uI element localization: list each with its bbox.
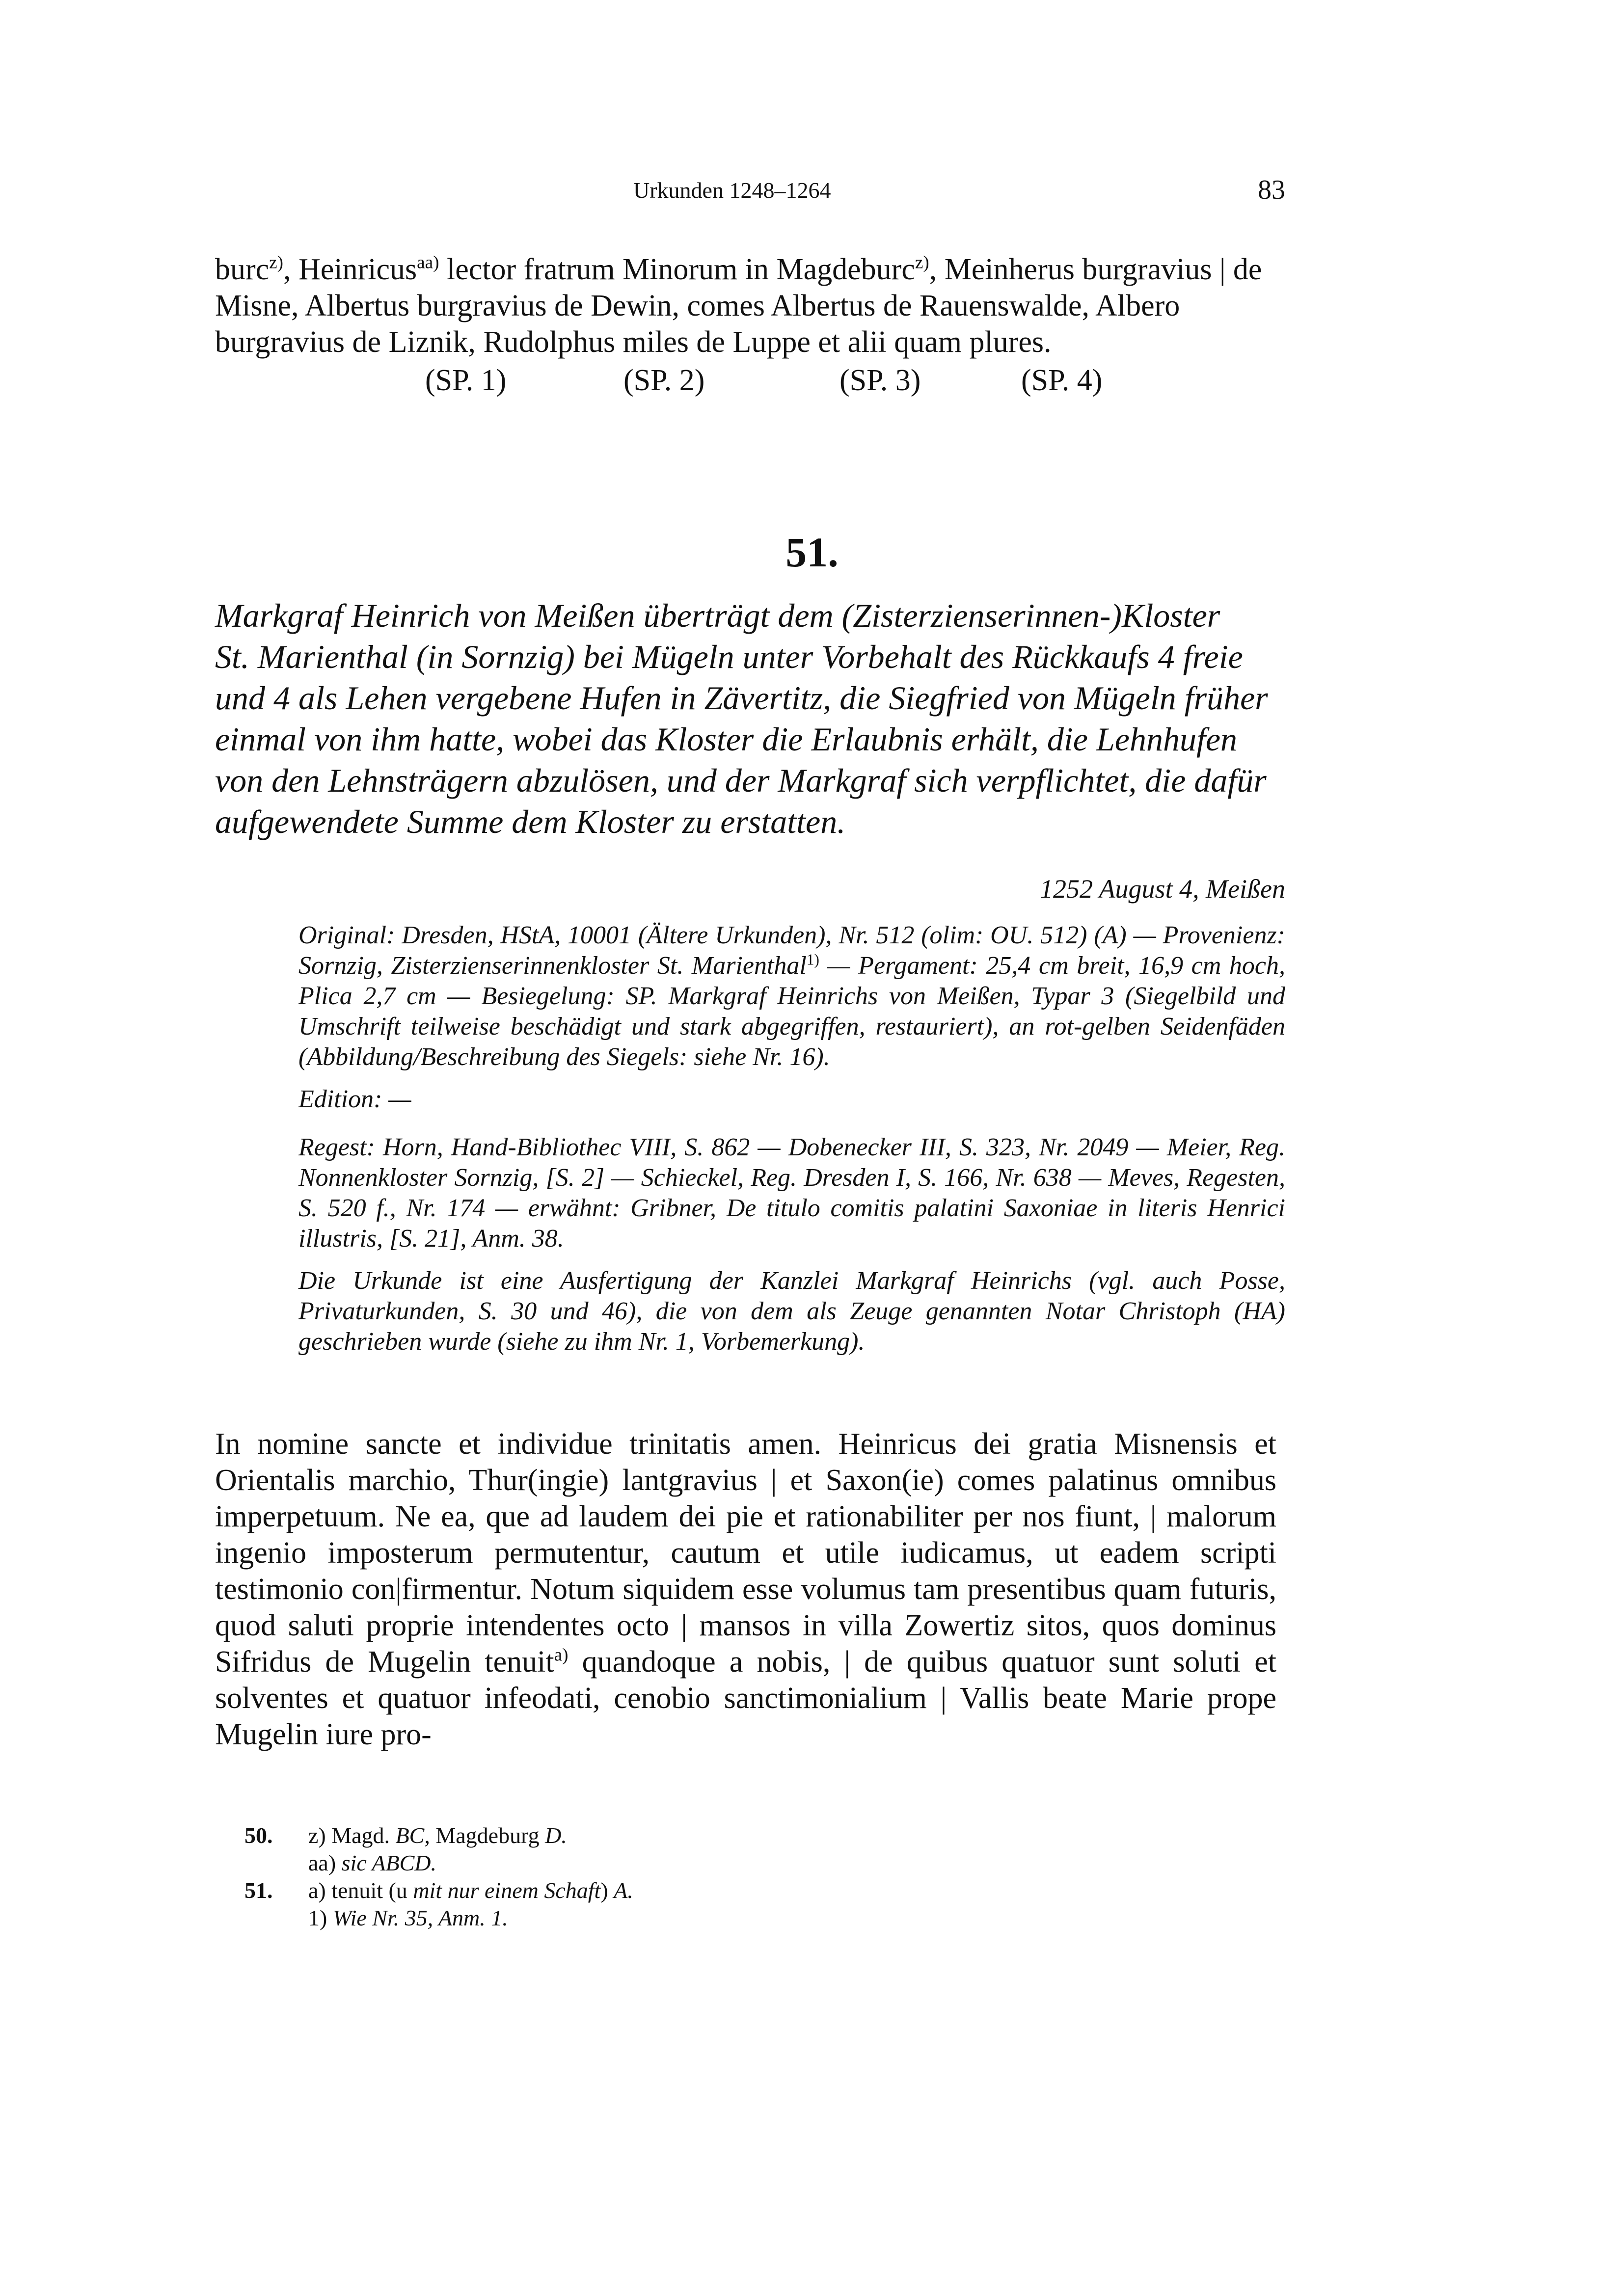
critical-apparatus (298, 920, 1285, 1369)
regest-note: Regest: Horn, Hand-Bibliothec VIII, S. 862 — Dobenecker III, S. 323, Nr. 2049 — Meier, Reg. Nonnenkloster Sornzig, [S. 2] — Schieckel, Reg. Dresden I, S. 166, Nr. 638 — Meves, Regesten, S. 520 f., Nr. 174 — erwähnt: Gribner, De titulo comitis palatini Saxoniae in literis Henrici illustris, [S. 21], Anm. 38. (298, 1133, 1285, 1253)
footnotes (215, 1822, 1001, 1932)
document-number: 51. (785, 529, 839, 576)
summary-line: einmal von ihm hatte, wobei das Kloster die Erlaubnis erhält, die Lehnhufen (215, 721, 1238, 758)
carry-over-line: Misne, Albertus burgravius de Dewin, comes Albertus de Rauenswalde, Albero (215, 289, 1180, 322)
summary-line: und 4 als Lehen vergebene Hufen in Zävertitz, die Siegfried von Mügeln früher (215, 679, 1268, 717)
carry-over-line: burgravius de Liznik, Rudolphus miles de Luppe et alii quam plures. (215, 325, 1052, 359)
seal-mark: (SP. 1) (425, 364, 507, 397)
carry-over-text (215, 251, 1276, 360)
document-summary (215, 595, 1276, 842)
footnote-group-number: 50. (244, 1823, 273, 1848)
original-note: Original: Dresden, HStA, 10001 (Ältere Urkunden), Nr. 512 (olim: OU. 512) (A) — Provenienz: Sornzig, Zisterzienserinnenkloster St. Marienthal$^{1)}$ — Pergament: 25,4 cm breit, 16,9 cm hoch, Plica 2,7 cm — Besiegelung: SP. Markgraf Heinrichs von Meißen, Typar 3 (Siegelbild und Umschrift teilweise beschädigt und stark abgegriffen, restauriert), an rot-gelben Seidenfäden (Abbildung/Beschreibung des Siegels: siehe Nr. 16). (298, 921, 1285, 1071)
page-number: 83 (1258, 175, 1285, 205)
footnote-line: 1) Wie Nr. 35, Anm. 1. (308, 1905, 508, 1930)
seal-mark: (SP. 3) (839, 364, 921, 397)
edition-note: Edition: — (298, 1085, 411, 1113)
summary-line: St. Marienthal (in Sornzig) bei Mügeln unter Vorbehalt des Rückkaufs 4 freie (215, 638, 1243, 675)
footnote-group-number: 51. (244, 1878, 273, 1903)
footnote-group (215, 1877, 1001, 1932)
footnote-group (215, 1822, 1001, 1877)
seal-mark: (SP. 2) (623, 364, 705, 397)
running-title: Urkunden 1248–1264 (633, 178, 831, 203)
footnote-line: aa) sic ABCD. (308, 1850, 437, 1875)
carry-over-line: burc$^{z)}$, Heinricus$^{aa)}$ lector fratrum Minorum in Magdeburc$^{z)}$, Meinherus burgravius | de (215, 252, 1262, 286)
seal-list (0, 363, 1624, 402)
footnote-line: z) Magd. BC, Magdeburg D. (308, 1823, 567, 1848)
running-head (0, 174, 1624, 214)
remark-note: Die Urkunde ist eine Ausfertigung der Kanzlei Markgraf Heinrichs (vgl. auch Posse, Privaturkunden, S. 30 und 46), die von dem als Zeuge genannten Notar Christoph (HA) geschrieben wurde (siehe zu ihm Nr. 1, Vorbemerkung). (298, 1267, 1285, 1356)
charter-text (215, 1426, 1276, 1753)
summary-line: Markgraf Heinrich von Meißen überträgt dem (Zisterzienserinnen-)Kloster (215, 597, 1220, 634)
seal-mark: (SP. 4) (1021, 364, 1103, 397)
charter-paragraph: In nomine sancte et individue trinitatis amen. Heinricus dei gratia Misnensis et Orientalis marchio, Thur(ingie) lantgravius | et Saxon(ie) comes palatinus omnibus imperpetuum. Ne ea, que ad laudem dei pie et rationabiliter per nos fiunt, | malorum ingenio imposterum permutentur, cautum et utile iudicamus, ut eadem scripti testimonio con|firmentur. Notum siquidem esse volumus tam presentibus quam futuris, quod saluti proprie intendentes octo | mansos in villa Zowertiz sitos, quos dominus Sifridus de Mugelin tenuit$^{a)}$ quandoque a nobis, | de quibus quatuor sunt soluti et solventes et quatuor infeodati, cenobio sanctimonialium | Vallis beate Marie prope Mugelin iure pro- (215, 1427, 1276, 1751)
date-place: 1252 August 4, Meißen (1040, 874, 1285, 904)
summary-line: aufgewendete Summe dem Kloster zu erstatten. (215, 803, 846, 840)
footnote-line: a) tenuit (u mit nur einem Schaft) A. (308, 1878, 633, 1903)
summary-line: von den Lehnsträgern abzulösen, und der Markgraf sich verpflichtet, die dafür (215, 762, 1267, 799)
